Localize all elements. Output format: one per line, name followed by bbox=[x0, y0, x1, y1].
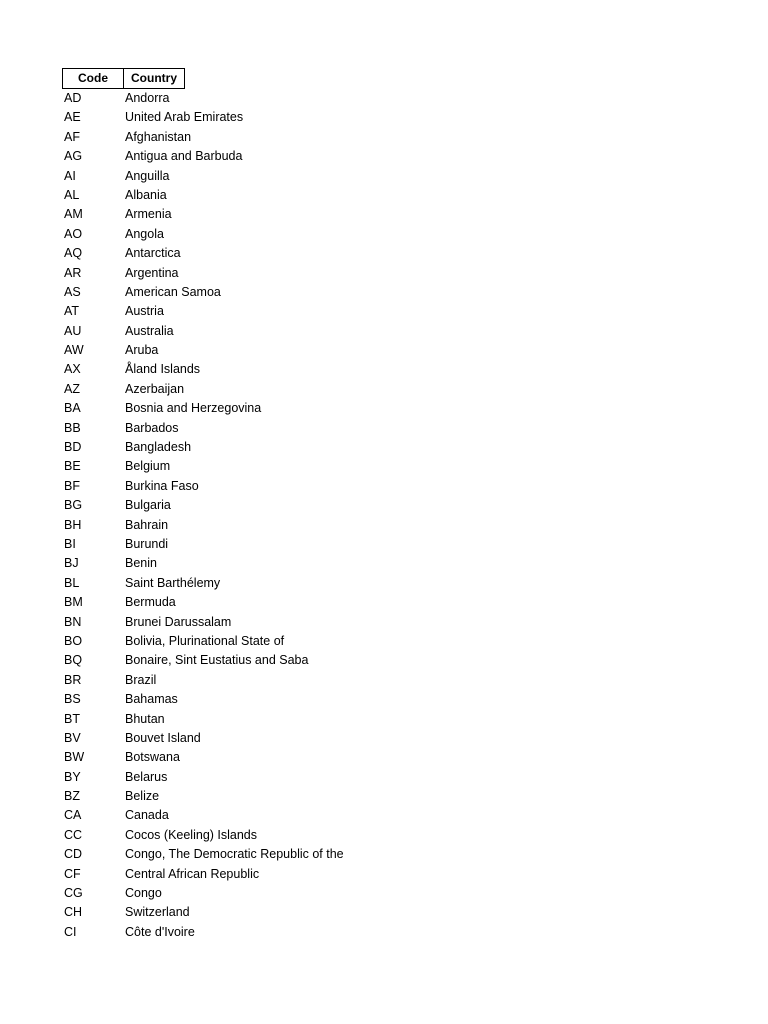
table-row bbox=[62, 865, 344, 884]
country-code-cell: AU bbox=[64, 323, 82, 338]
table-row bbox=[62, 593, 344, 612]
country-name-cell: Aruba bbox=[125, 343, 159, 358]
table-row bbox=[62, 419, 344, 438]
country-name-cell: Austria bbox=[125, 304, 164, 319]
table-body bbox=[62, 89, 344, 942]
country-name-cell: Bahamas bbox=[125, 692, 178, 707]
country-code-cell: AW bbox=[64, 343, 84, 358]
table-row bbox=[62, 205, 344, 224]
table-row bbox=[62, 632, 344, 651]
table-row bbox=[62, 535, 344, 554]
country-code-cell: AR bbox=[64, 265, 82, 280]
country-name-cell: Åland Islands bbox=[125, 362, 201, 377]
country-code-cell: AI bbox=[64, 168, 76, 183]
country-code-cell: BE bbox=[64, 459, 81, 474]
country-code-cell: BN bbox=[64, 614, 82, 629]
country-name-cell: Antigua and Barbuda bbox=[125, 149, 243, 164]
country-code-cell: BJ bbox=[64, 556, 79, 571]
country-code-cell: BH bbox=[64, 517, 82, 532]
country-name-cell: Central African Republic bbox=[125, 866, 260, 881]
table-row bbox=[62, 264, 344, 283]
country-name-cell: Bahrain bbox=[125, 517, 169, 532]
country-code-cell: BY bbox=[64, 769, 81, 784]
country-code-cell: AS bbox=[64, 284, 81, 299]
country-name-cell: Canada bbox=[125, 808, 169, 823]
table-header-row bbox=[62, 68, 344, 89]
country-name-cell: Burundi bbox=[125, 536, 169, 551]
table-row bbox=[62, 89, 344, 108]
country-name-cell: Bangladesh bbox=[125, 440, 192, 455]
country-name-cell: Bhutan bbox=[125, 711, 165, 726]
country-name-cell: Botswana bbox=[125, 750, 180, 765]
table-row bbox=[62, 806, 344, 825]
country-code-cell: AG bbox=[64, 149, 83, 164]
country-code-cell: BS bbox=[64, 692, 81, 707]
country-code-cell: CF bbox=[64, 866, 81, 881]
table-row bbox=[62, 341, 344, 360]
country-code-cell: BQ bbox=[64, 653, 83, 668]
table-row bbox=[62, 147, 344, 166]
country-name-cell: Cocos (Keeling) Islands bbox=[125, 827, 258, 842]
table-row bbox=[62, 477, 344, 496]
table-row bbox=[62, 438, 344, 457]
country-code-cell: BI bbox=[64, 536, 76, 551]
country-name-cell: United Arab Emirates bbox=[125, 110, 244, 125]
country-code-cell: BD bbox=[64, 440, 82, 455]
country-code-cell: AM bbox=[64, 207, 83, 222]
country-name-cell: Brunei Darussalam bbox=[125, 614, 232, 629]
table-row bbox=[62, 283, 344, 302]
country-name-cell: Bermuda bbox=[125, 595, 176, 610]
country-name-cell: Armenia bbox=[125, 207, 172, 222]
country-code-cell: AL bbox=[64, 187, 80, 202]
country-name-cell: Congo, The Democratic Republic of the bbox=[125, 847, 344, 862]
country-code-cell: CI bbox=[64, 924, 77, 939]
table-row bbox=[62, 903, 344, 922]
country-name-cell: Anguilla bbox=[125, 168, 170, 183]
country-name-cell: Albania bbox=[125, 187, 167, 202]
country-code-cell: AZ bbox=[64, 381, 80, 396]
country-name-cell: Belarus bbox=[125, 769, 168, 784]
table-row bbox=[62, 729, 344, 748]
table-row bbox=[62, 710, 344, 729]
country-code-cell: CA bbox=[64, 808, 82, 823]
table-row bbox=[62, 496, 344, 515]
table-row bbox=[62, 826, 344, 845]
country-code-cell: CG bbox=[64, 886, 83, 901]
table-row bbox=[62, 360, 344, 379]
table-row bbox=[62, 225, 344, 244]
country-code-cell: CH bbox=[64, 905, 83, 920]
country-code-cell: BF bbox=[64, 478, 80, 493]
country-code-cell: AE bbox=[64, 110, 81, 125]
table-row bbox=[62, 380, 344, 399]
table-row bbox=[62, 613, 344, 632]
column-header-code: Code bbox=[62, 68, 124, 89]
country-code-cell: BB bbox=[64, 420, 81, 435]
table-row bbox=[62, 845, 344, 864]
country-name-cell: Bolivia, Plurinational State of bbox=[125, 633, 285, 648]
country-code-table bbox=[62, 68, 344, 942]
country-name-cell: Burkina Faso bbox=[125, 478, 199, 493]
country-code-cell: BR bbox=[64, 672, 82, 687]
country-name-cell: Azerbaijan bbox=[125, 381, 185, 396]
country-name-cell: Brazil bbox=[125, 672, 157, 687]
table-row bbox=[62, 167, 344, 186]
table-row bbox=[62, 671, 344, 690]
table-row bbox=[62, 923, 344, 942]
country-name-cell: Antarctica bbox=[125, 246, 181, 261]
country-name-cell: Barbados bbox=[125, 420, 179, 435]
country-code-cell: CC bbox=[64, 827, 83, 842]
country-name-cell: Afghanistan bbox=[125, 129, 192, 144]
country-name-cell: Benin bbox=[125, 556, 157, 571]
country-name-cell: Australia bbox=[125, 323, 174, 338]
country-code-cell: AX bbox=[64, 362, 81, 377]
country-name-cell: Bonaire, Sint Eustatius and Saba bbox=[125, 653, 309, 668]
country-code-cell: AT bbox=[64, 304, 80, 319]
country-name-cell: Argentina bbox=[125, 265, 179, 280]
table-row bbox=[62, 768, 344, 787]
country-code-cell: AO bbox=[64, 226, 83, 241]
table-row bbox=[62, 516, 344, 535]
country-name-cell: Congo bbox=[125, 886, 162, 901]
country-code-cell: BM bbox=[64, 595, 83, 610]
table-row bbox=[62, 322, 344, 341]
table-row bbox=[62, 651, 344, 670]
table-row bbox=[62, 186, 344, 205]
country-code-cell: BW bbox=[64, 750, 85, 765]
country-name-cell: Saint Barthélemy bbox=[125, 575, 221, 590]
country-name-cell: American Samoa bbox=[125, 284, 221, 299]
country-code-cell: CD bbox=[64, 847, 83, 862]
country-name-cell: Andorra bbox=[125, 91, 170, 105]
country-code-cell: BV bbox=[64, 730, 81, 745]
table-row bbox=[62, 574, 344, 593]
table-row bbox=[62, 399, 344, 418]
country-code-cell: BG bbox=[64, 498, 83, 513]
country-code-cell: BL bbox=[64, 575, 80, 590]
country-name-cell: Belgium bbox=[125, 459, 171, 474]
table-row bbox=[62, 554, 344, 573]
table-row bbox=[62, 244, 344, 263]
country-code-cell: AD bbox=[64, 91, 82, 105]
table-row bbox=[62, 457, 344, 476]
country-name-cell: Bosnia and Herzegovina bbox=[125, 401, 262, 416]
column-header-country: Country bbox=[124, 68, 185, 89]
table-row bbox=[62, 690, 344, 709]
country-code-cell: BA bbox=[64, 401, 81, 416]
country-name-cell: Belize bbox=[125, 789, 160, 804]
country-code-cell: AF bbox=[64, 129, 80, 144]
country-name-cell: Bouvet Island bbox=[125, 730, 201, 745]
table-row bbox=[62, 787, 344, 806]
country-code-cell: BO bbox=[64, 633, 83, 648]
table-row bbox=[62, 748, 344, 767]
country-name-cell: Bulgaria bbox=[125, 498, 171, 513]
country-name-cell: Angola bbox=[125, 226, 164, 241]
table-row bbox=[62, 884, 344, 903]
table-row bbox=[62, 108, 344, 127]
table-row bbox=[62, 302, 344, 321]
table-row bbox=[62, 128, 344, 147]
country-name-cell: Côte d'Ivoire bbox=[125, 924, 195, 939]
country-name-cell: Switzerland bbox=[125, 905, 190, 920]
country-code-cell: AQ bbox=[64, 246, 83, 261]
country-code-cell: BT bbox=[64, 711, 80, 726]
country-code-cell: BZ bbox=[64, 789, 80, 804]
